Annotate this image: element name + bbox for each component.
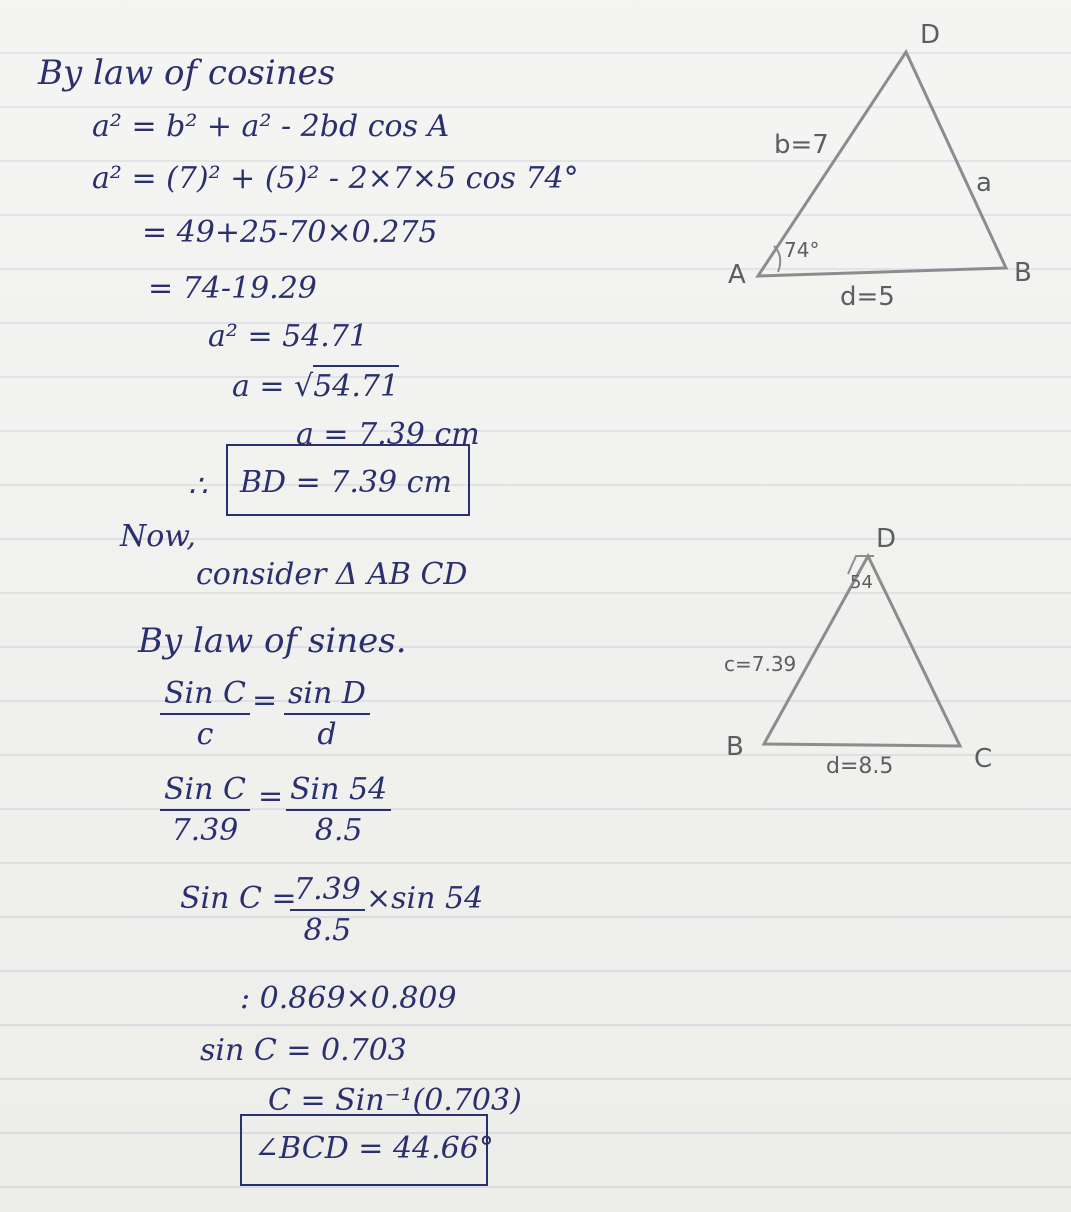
bcd-result: ∠BCD = 44.66° [254,1131,494,1166]
therefore-symbol: ∴ [188,469,208,504]
ratio2-left-den: 7.39 [171,813,239,848]
t1-vertex-d: D [920,20,941,50]
t1-vertex-a: A [728,260,746,290]
sine-step-2: : 0.869×0.809 [240,981,457,1016]
ratio1-right-num: sin D [284,676,370,715]
cosine-substitution: a² = (7)² + (5)² - 2×7×5 cos 74° [92,161,579,196]
bd-result: BD = 7.39 cm [240,465,452,500]
sine-step-1-suffix: ×sin 54 [366,881,484,916]
t2-vertex-c: C [974,744,993,774]
sine-step-1-prefix: Sin C = [180,881,297,916]
t1-side-a: a [976,168,992,198]
cosine-step-5: a = 7.39 cm [296,417,480,452]
cosine-formula: a² = b² + a² - 2bd cos A [92,109,450,144]
ratio2-right-num: Sin 54 [286,772,391,811]
sqrt-symbol: a = √ [232,369,314,404]
ratio1-left-den: c [196,717,214,752]
cosine-step-1: = 49+25-70×0.275 [142,215,438,250]
now-label: Now, [120,519,196,554]
sines-heading: By law of sines. [138,621,407,661]
ratio1-right-den: d [317,717,337,752]
ratio2-right-den: 8.5 [314,813,363,848]
ratio1-equals: = [252,683,278,718]
ratio2-left-num: Sin C [160,772,250,811]
cosines-heading: By law of cosines [38,53,336,93]
sine-step-1-den: 8.5 [303,913,352,948]
ratio1-left-num: Sin C [160,676,250,715]
t1-side-d: d=5 [840,282,895,312]
cosine-step-3: a² = 54.71 [208,319,369,354]
t2-vertex-b: B [726,732,744,762]
t2-angle-d: 54 [850,572,873,593]
sine-step-4: C = Sin⁻¹(0.703) [268,1083,522,1118]
t1-side-b: b=7 [774,130,829,160]
t2-vertex-d: D [876,524,897,554]
consider-triangle: consider Δ AB CD [196,557,468,592]
ratio2-equals: = [258,779,284,814]
sine-step-3: sin C = 0.703 [200,1033,407,1068]
t1-vertex-b: B [1014,258,1032,288]
t1-angle-a: 74° [784,238,820,262]
sqrt-value: 54.71 [313,365,399,404]
t2-side-c: c=7.39 [724,652,797,676]
sine-step-1-num: 7.39 [290,872,365,911]
cosine-step-2: = 74-19.29 [148,271,317,306]
t2-side-d: d=8.5 [826,754,894,779]
